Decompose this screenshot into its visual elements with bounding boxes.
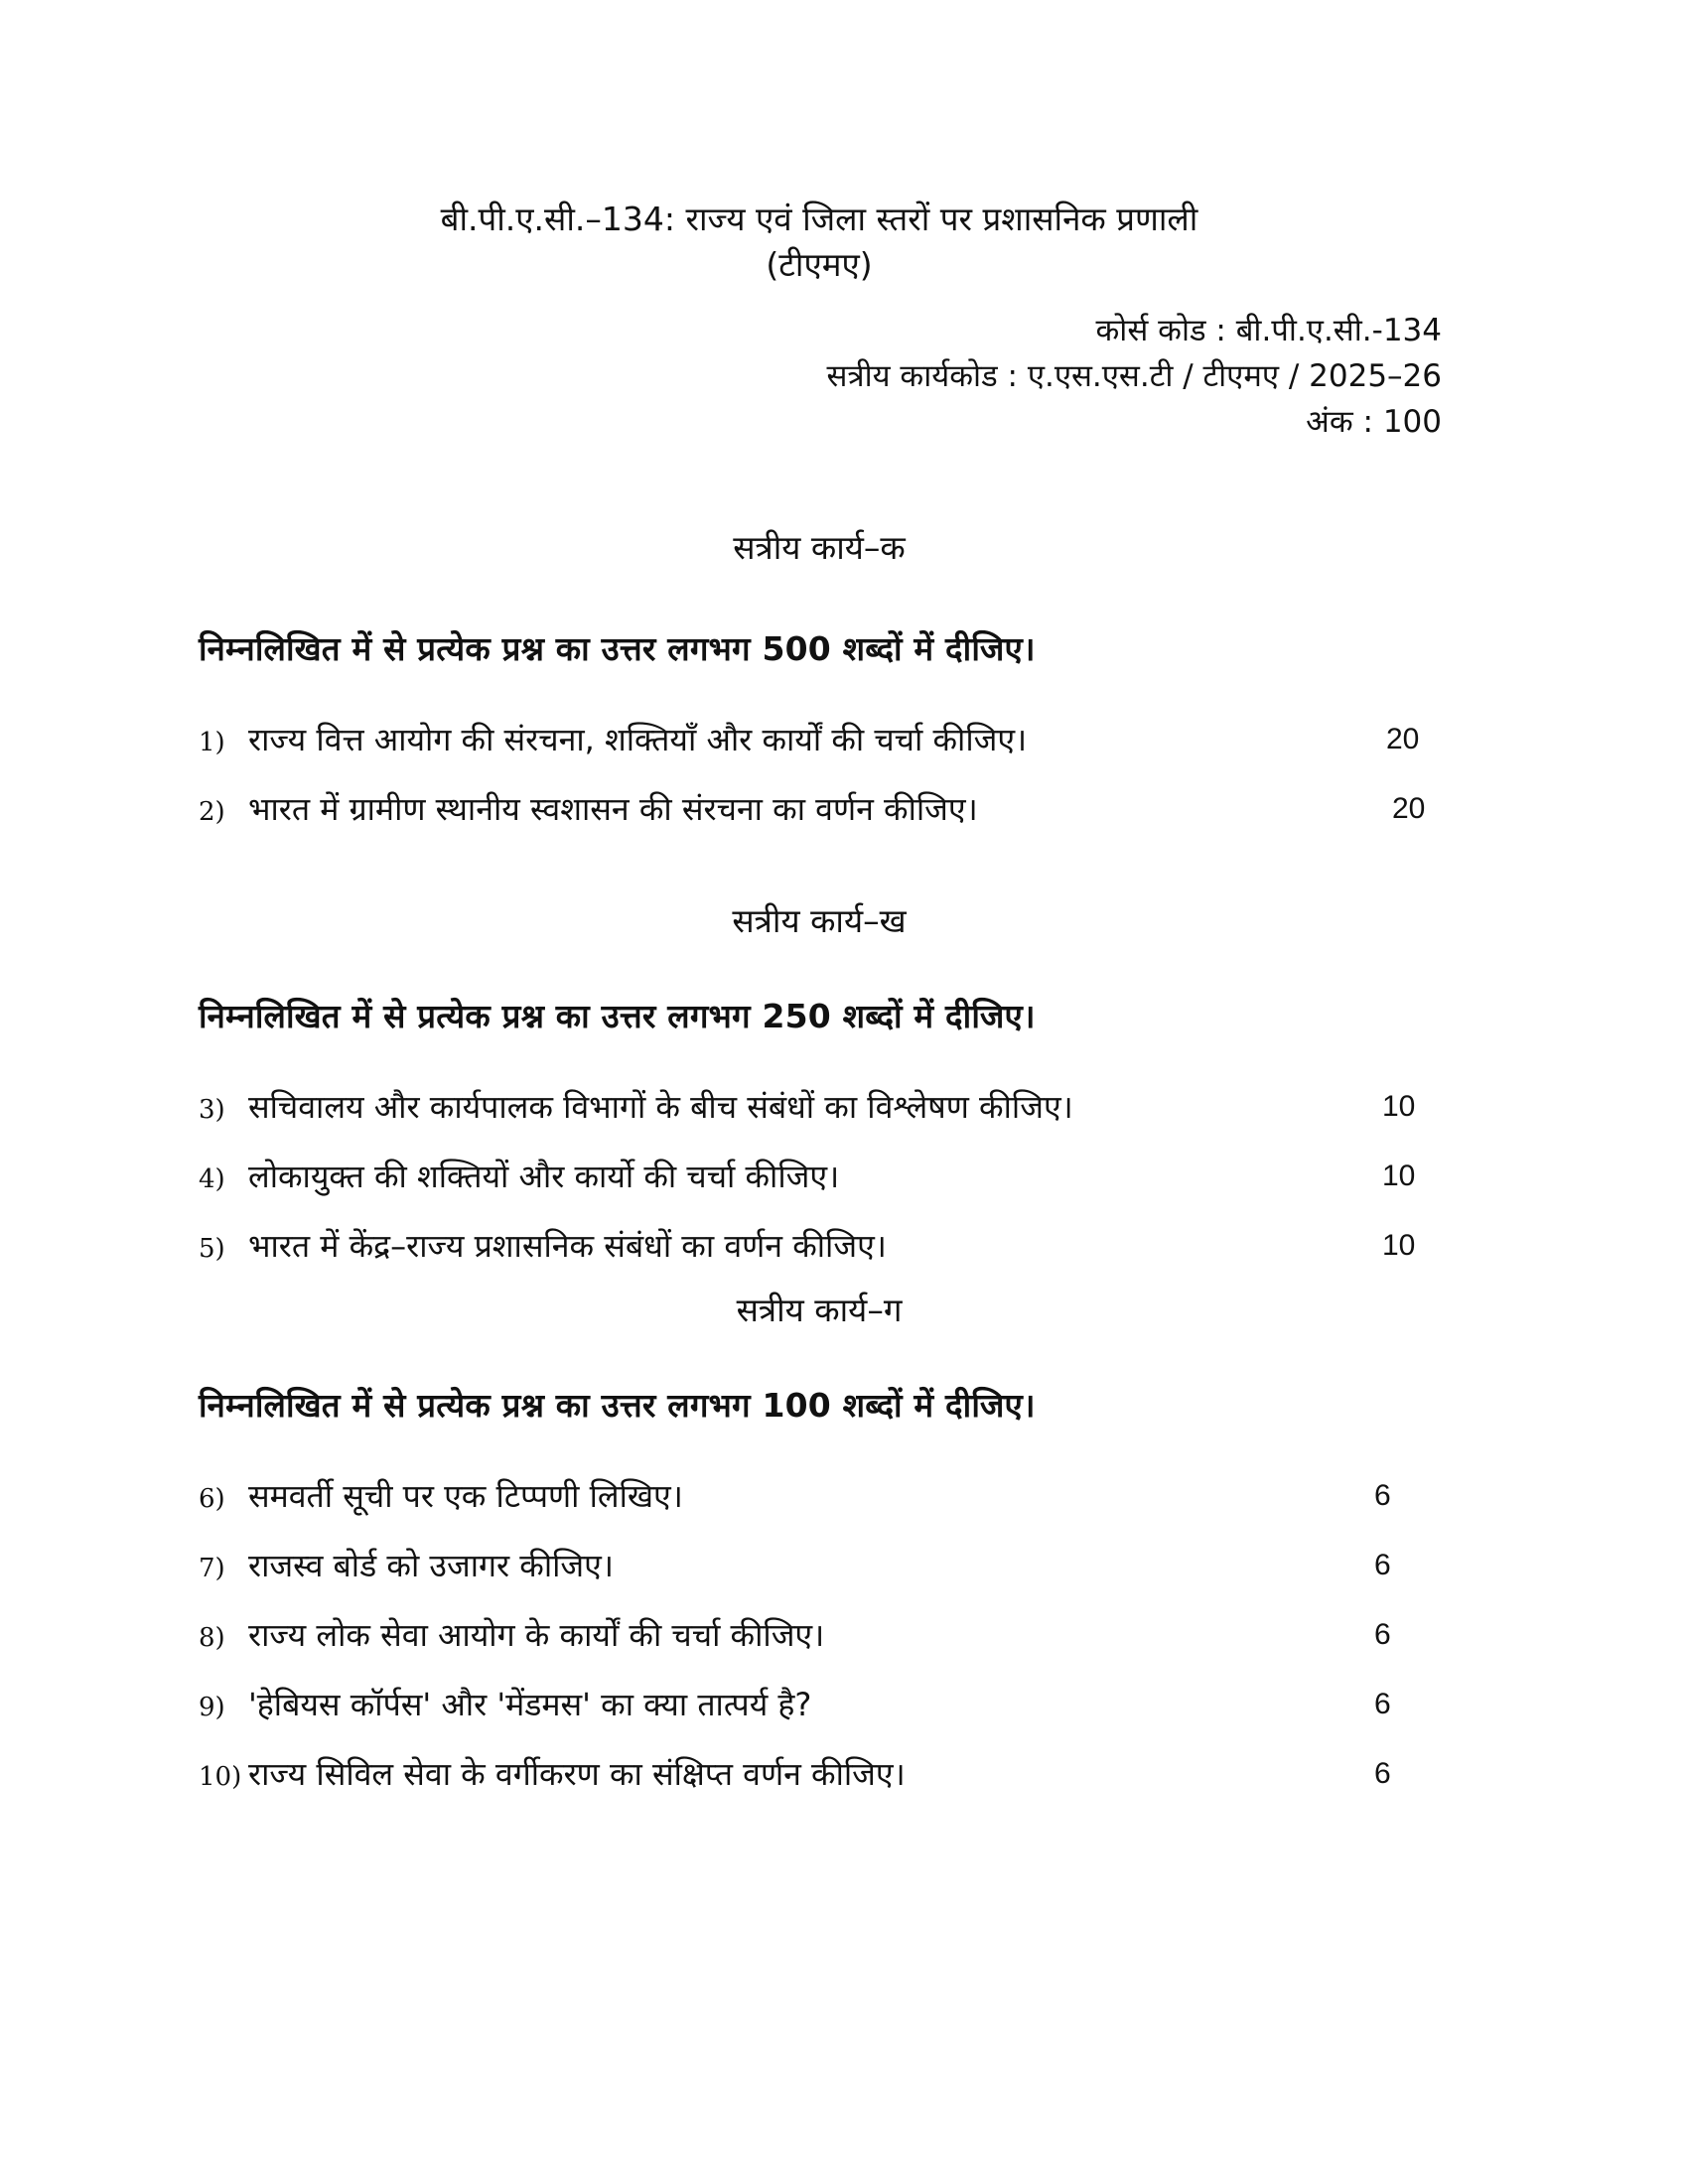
question-number: 7)	[199, 1554, 225, 1583]
question-text: राज्य लोक सेवा आयोग के कार्यों की चर्चा कीजिए।	[248, 1616, 825, 1654]
question-marks: 20	[1386, 723, 1420, 755]
question-text: भारत में ग्रामीण स्थानीय स्वशासन की संरचना का वर्णन कीजिए।	[248, 790, 978, 828]
question-number: 3)	[199, 1095, 225, 1125]
question-item	[199, 1154, 1440, 1199]
question-number: 8)	[199, 1623, 225, 1653]
section-heading-a: सत्रीय कार्य–क	[733, 528, 906, 567]
question-marks: 6	[1374, 1688, 1391, 1720]
section-instruction-a: निम्नलिखित में से प्रत्येक प्रश्न का उत्तर लगभग 500 शब्दों में दीजिए।	[199, 629, 1036, 668]
total-marks: अंक : 100	[1306, 404, 1442, 440]
question-item	[199, 1473, 1440, 1519]
question-item	[199, 1543, 1440, 1588]
question-item	[199, 786, 1440, 832]
question-marks: 6	[1374, 1549, 1391, 1581]
question-marks: 6	[1374, 1618, 1391, 1651]
question-marks: 10	[1382, 1160, 1416, 1192]
course-code: कोर्स कोड : बी.पी.ए.सी.-134	[1095, 313, 1442, 348]
question-item	[199, 1084, 1440, 1130]
section-instruction-b: निम्नलिखित में से प्रत्येक प्रश्न का उत्तर लगभग 250 शब्दों में दीजिए।	[199, 997, 1036, 1035]
section-instruction-c: निम्नलिखित में से प्रत्येक प्रश्न का उत्तर लगभग 100 शब्दों में दीजिए।	[199, 1386, 1036, 1425]
question-item	[199, 717, 1440, 762]
page-subtitle: (टीएमए)	[766, 245, 873, 284]
question-text: राज्य वित्त आयोग की संरचना, शक्तियाँ और कार्यों की चर्चा कीजिए।	[248, 721, 1028, 758]
assignment-code: सत्रीय कार्यकोड : ए.एस.एस.टी / टीएमए / 2025–26	[826, 358, 1442, 394]
question-number: 5)	[199, 1234, 225, 1264]
question-number: 9)	[199, 1693, 225, 1722]
question-number: 4)	[199, 1164, 225, 1194]
question-number: 6)	[199, 1484, 225, 1514]
section-heading-b: सत्रीय कार्य–ख	[732, 901, 907, 940]
question-text: सचिवालय और कार्यपालक विभागों के बीच संबंधों का विश्लेषण कीजिए।	[248, 1088, 1073, 1126]
question-marks: 10	[1382, 1090, 1416, 1123]
question-number: 10)	[199, 1762, 242, 1792]
question-marks: 6	[1374, 1479, 1391, 1512]
question-number: 2)	[199, 797, 225, 827]
question-item	[199, 1682, 1440, 1727]
question-item	[199, 1751, 1440, 1797]
question-marks: 20	[1392, 792, 1426, 825]
question-number: 1)	[199, 728, 225, 757]
question-text: राज्य सिविल सेवा के वर्गीकरण का संक्षिप्त वर्णन कीजिए।	[248, 1755, 906, 1793]
question-text: समवर्ती सूची पर एक टिप्पणी लिखिए।	[248, 1477, 683, 1515]
question-text: भारत में केंद्र–राज्य प्रशासनिक संबंधों का वर्णन कीजिए।	[248, 1227, 887, 1265]
question-marks: 6	[1374, 1757, 1391, 1790]
question-item	[199, 1223, 1440, 1269]
course-meta	[827, 308, 1443, 445]
title-block	[199, 197, 1440, 288]
section-heading-c: सत्रीय कार्य–ग	[736, 1291, 903, 1329]
page-title: बी.पी.ए.सी.–134: राज्य एवं जिला स्तरों पर प्रशासनिक प्रणाली	[440, 200, 1198, 238]
question-marks: 10	[1382, 1229, 1416, 1262]
question-text: 'हेबियस कॉर्पस' और 'मेंडमस' का क्या तात्पर्य है?	[248, 1686, 812, 1723]
question-text: राजस्व बोर्ड को उजागर कीजिए।	[248, 1547, 614, 1584]
question-text: लोकायुक्त की शक्तियों और कार्यो की चर्चा कीजिए।	[248, 1158, 840, 1195]
question-item	[199, 1612, 1440, 1658]
